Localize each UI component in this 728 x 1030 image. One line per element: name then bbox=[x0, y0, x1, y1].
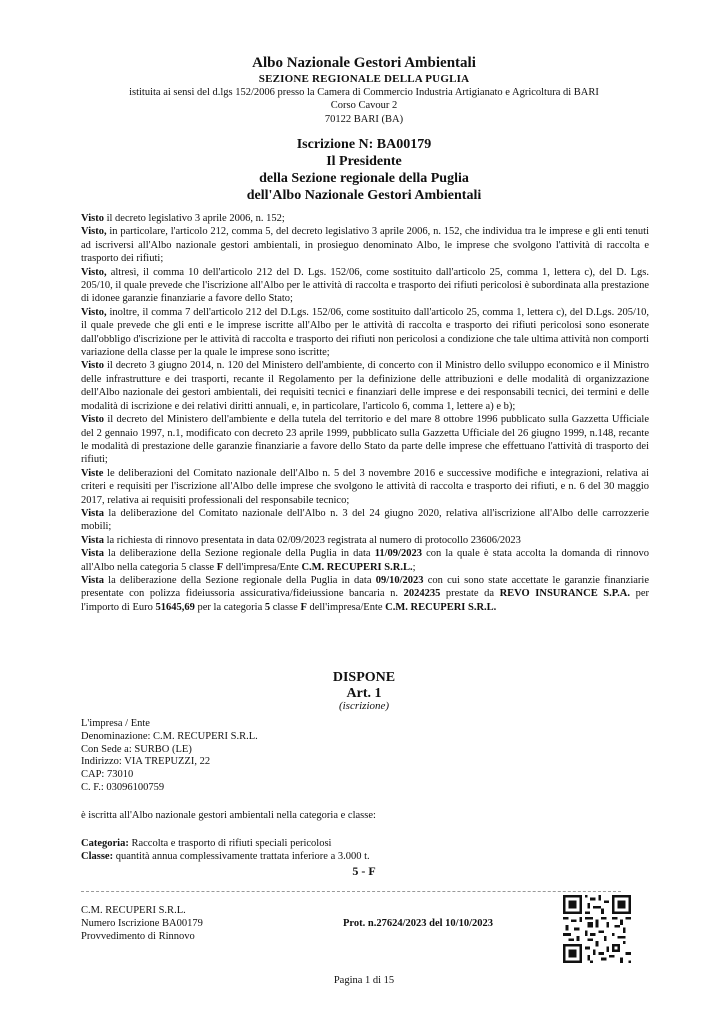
article-subheading: (iscrizione) bbox=[338, 700, 390, 712]
premise-text: inoltre, il comma 7 dell'articolo 212 del D.Lgs. 152/06, come sostituito dall'articolo 25, comma 1, lettera c), del D.Lgs. 205/10, il quale prevede che gli enti e le imprese iscritte all'Albo per le attività di raccolta e trasporto dei rifiuti pericolosi sono esonerate dall'obbligo d'iscrizione per le attività di raccolta e trasporto dei rifiuti non pericolosi a condizione che tale ultima attività non comporti variazione della classe per la quale le imprese sono iscritte; bbox=[81, 306, 649, 359]
class-label: Classe: bbox=[81, 850, 114, 862]
premise-lead: Vista bbox=[81, 548, 104, 560]
company-label: L'impresa / Ente bbox=[81, 718, 150, 729]
company-address: Indirizzo: VIA TREPUZZI, 22 bbox=[81, 756, 211, 768]
premise-text: la deliberazione della Sezione regionale della Puglia in data bbox=[103, 548, 375, 560]
premise-text: la richiesta di rinnovo presentata in data 02/09/2023 registrata al numero di protocollo 23606/2023 bbox=[103, 534, 521, 546]
premise-2 bbox=[81, 225, 649, 265]
category-label: Categoria: bbox=[81, 838, 129, 849]
header-address: Corso Cavour 2 bbox=[330, 100, 398, 111]
premise-10 bbox=[81, 547, 649, 574]
premise-lead: Visto, bbox=[81, 226, 107, 238]
premises-block bbox=[81, 212, 649, 614]
premise-lead: Visto bbox=[81, 213, 104, 224]
category-block bbox=[81, 838, 370, 864]
category-value: 5 bbox=[264, 601, 271, 613]
company-denomination: Denominazione: C.M. RECUPERI S.R.L. bbox=[81, 730, 258, 742]
premise-text: la deliberazione della Sezione regionale della Puglia in data bbox=[103, 574, 376, 586]
company-name: C.M. RECUPERI S.R.L. bbox=[301, 561, 413, 573]
premise-4 bbox=[81, 306, 649, 360]
president-title: Il Presidente bbox=[326, 154, 402, 169]
footer-info bbox=[81, 905, 203, 943]
premise-text: in particolare, l'articolo 212, comma 5, del decreto legislativo 3 aprile 2006, n. 152, che individua tra le imprese e gli enti tenuti ad iscriversi all'Albo nazionale gestori ambientali, in prosieguo denominato Albo, le imprese che svolgono l'attività di raccolta e trasporto dei rifiuti; bbox=[81, 226, 649, 265]
class-line bbox=[81, 851, 370, 864]
premise-lead: Visto, bbox=[81, 266, 107, 278]
premise-text: con la quale è stata accolta la domanda di rinnovo all'Albo nella categoria 5 classe bbox=[81, 548, 649, 573]
premise-lead: Visto bbox=[81, 360, 104, 372]
category-value: Raccolta e trasporto di rifiuti speciali pericolosi bbox=[128, 838, 332, 849]
premise-lead: Vista bbox=[81, 534, 104, 546]
deliberation-date: 11/09/2023 bbox=[374, 548, 422, 560]
premise-text: altresì, il comma 10 dell'articolo 212 del D. Lgs. 152/06, come sostituito dall'articolo 25, comma 1, lettera c), del D. Lgs. 205/10, il quale prevede che l'iscrizione all'Albo per le attività di raccolta e trasporto dei rifiuti pericolosi è subordinata alla prestazione di idonee garanzie finanziarie a favore dello Stato; bbox=[81, 266, 649, 305]
header-institution: istituita ai sensi del d.lgs 152/2006 presso la Camera di Commercio Industria Artigianato e Agricoltura di BARI bbox=[129, 87, 599, 98]
premise-8 bbox=[81, 507, 649, 534]
guarantee-amount: 51645,69 bbox=[155, 601, 195, 613]
class-value: quantità annua complessivamente trattata inferiore a 3.000 t. bbox=[113, 850, 370, 862]
premise-text: dell'impresa/Ente bbox=[306, 601, 386, 613]
header-city: 70122 BARI (BA) bbox=[324, 114, 404, 125]
class-value: F bbox=[300, 601, 307, 613]
premise-text: il decreto 3 giugno 2014, n. 120 del Ministero dell'ambiente, di concerto con il Ministro dello sviluppo economico e il Ministro delle infrastrutture e dei trasporti, recante il Regolamento per la definizione delle attribuzioni e delle modalità di organizzazione dell'Albo nazionale dei gestori ambientali, dei requisiti tecnici e finanziari delle imprese e dei responsabili tecnici, dei termini e delle modalità di iscrizione e dei relativi diritti annuali, e, in particolare, l'articolo 6, comma 1, lettere a) e b); bbox=[81, 360, 649, 412]
premise-lead: Viste bbox=[81, 467, 104, 479]
company-cf: C. F.: 03096100759 bbox=[81, 781, 165, 793]
footer-provvedimento: Provvedimento di Rinnovo bbox=[81, 930, 195, 942]
premise-lead: Vista bbox=[81, 574, 104, 586]
page-number: Pagina 1 di 15 bbox=[333, 975, 395, 986]
policy-number: 2024235 bbox=[403, 588, 441, 600]
section-title: della Sezione regionale della Puglia bbox=[259, 171, 469, 186]
premise-lead: Visto, bbox=[81, 306, 107, 318]
premise-text: la deliberazione del Comitato nazionale dell'Albo n. 3 del 24 giugno 2020, relativa all'iscrizione all'Albo delle carrozzerie mobili; bbox=[81, 507, 649, 533]
premise-5 bbox=[81, 359, 649, 413]
premise-3 bbox=[81, 266, 649, 306]
category-line bbox=[81, 838, 370, 851]
premise-lead: Visto bbox=[81, 414, 104, 426]
premise-1 bbox=[81, 212, 649, 225]
header-title: Albo Nazionale Gestori Ambientali bbox=[252, 55, 476, 71]
category-class-code: 5 - F bbox=[352, 864, 376, 878]
premise-text: classe bbox=[270, 601, 301, 613]
class-value: F bbox=[216, 561, 224, 573]
company-name: C.M. RECUPERI S.R.L. bbox=[385, 601, 497, 613]
premise-text: ; bbox=[412, 561, 416, 573]
dispone-heading: DISPONE bbox=[332, 670, 396, 685]
registration-number: Iscrizione N: BA00179 bbox=[296, 137, 432, 152]
premise-text: le deliberazioni del Comitato nazionale dell'Albo n. 5 del 3 novembre 2016 e successive modifiche e integrazioni, relativa ai criteri e requisiti per l'iscrizione all'Albo delle imprese che svolgono le attività di raccolta e trasporto dei rifiuti, e n. 6 del 30 maggio 2017, relativa ai requisiti professionali del responsabile tecnico; bbox=[81, 467, 649, 506]
footer-company: C.M. RECUPERI S.R.L. bbox=[81, 905, 186, 916]
premise-text: il decreto del Ministero dell'ambiente e della tutela del territorio e del mare 8 ottobre 1996 pubblicato sulla Gazzetta Ufficiale del 2 gennaio 1997, n.1, modificato con decreto 23 aprile 1999, pubblicato sulla Gazzetta Ufficiale del 26 giugno 1999, n.148, recante le modalità di prestazione delle garanzie finanziarie a favore dello Stato da parte delle imprese che effettuano l'attività di trasporto dei rifiuti; bbox=[81, 414, 649, 466]
premise-text: con cui sono state accettate le garanzie finanziarie presentate con polizza fideiussoria assicurativa/fideiussione bancaria n. bbox=[81, 574, 649, 600]
footer-divider bbox=[81, 891, 621, 892]
header-section: SEZIONE REGIONALE DELLA PUGLIA bbox=[258, 73, 470, 85]
protocol-number: Prot. n.27624/2023 del 10/10/2023 bbox=[343, 918, 494, 929]
premise-7 bbox=[81, 467, 649, 507]
deliberation-date: 09/10/2023 bbox=[375, 574, 424, 586]
premise-11 bbox=[81, 574, 649, 614]
article-heading: Art. 1 bbox=[346, 686, 382, 701]
premise-text: per la categoria bbox=[194, 601, 265, 613]
company-cap: CAP: 73010 bbox=[81, 769, 134, 781]
premise-9 bbox=[81, 534, 649, 547]
premise-text: dell'impresa/Ente bbox=[223, 561, 302, 573]
albo-title: dell'Albo Nazionale Gestori Ambientali bbox=[246, 188, 482, 203]
company-block bbox=[81, 718, 258, 795]
premise-lead: Vista bbox=[81, 507, 104, 519]
qr-code-icon bbox=[563, 895, 631, 963]
premise-text: per l'importo di Euro bbox=[81, 588, 649, 613]
insurer-name: REVO INSURANCE S.P.A. bbox=[499, 588, 631, 600]
footer-number: Numero Iscrizione BA00179 bbox=[81, 917, 203, 929]
iscritta-statement: è iscritta all'Albo nazionale gestori ambientali nella categoria e classe: bbox=[81, 810, 376, 821]
premise-text: prestate da bbox=[440, 588, 500, 600]
premise-6 bbox=[81, 413, 649, 467]
premise-text: il decreto legislativo 3 aprile 2006, n. 152; bbox=[103, 213, 285, 224]
company-seat: Con Sede a: SURBO (LE) bbox=[81, 743, 192, 755]
